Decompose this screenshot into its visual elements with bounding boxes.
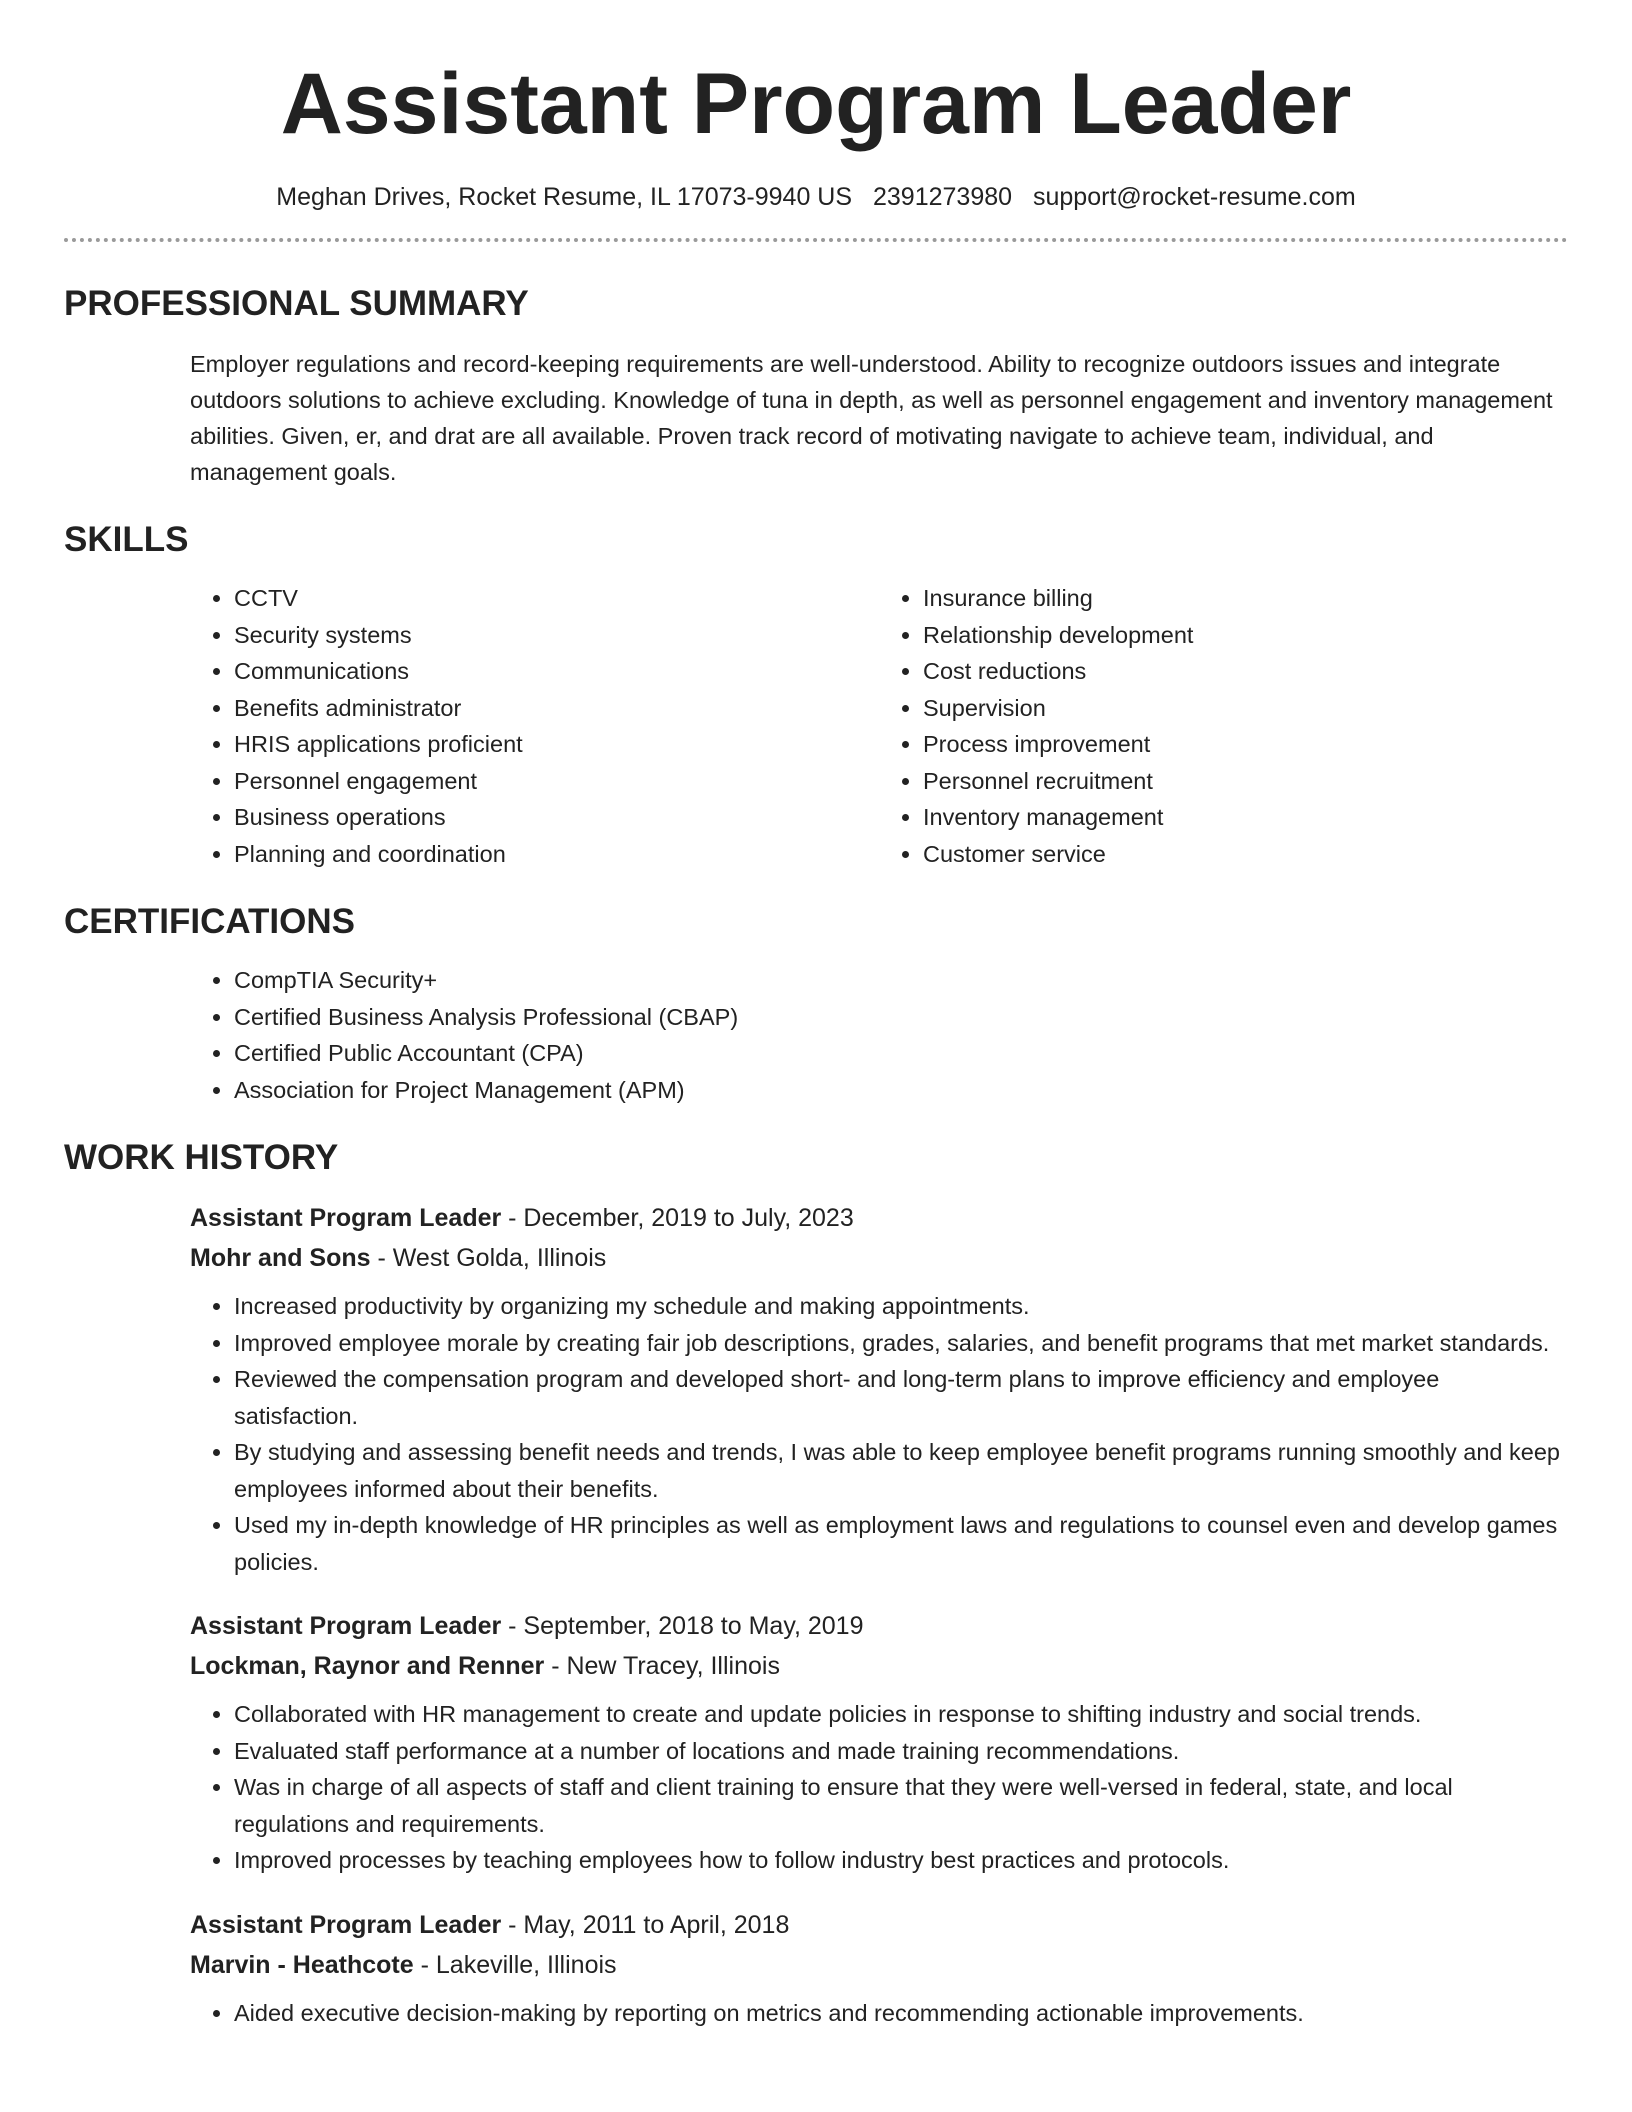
job-entry	[190, 1606, 1568, 1879]
job-company: Lockman, Raynor and Renner	[190, 1652, 545, 1680]
job-bullet: • Was in charge of all aspects of staff and client training to ensure that they were well-versed in federal, state, and local regulations and requirements.	[234, 1769, 1568, 1842]
job-bullets	[190, 1696, 1568, 1879]
job-company-line	[190, 1646, 1568, 1686]
job-title-line	[190, 1905, 1568, 1945]
job-title-line	[190, 1606, 1568, 1646]
skills-section	[64, 518, 1568, 872]
skill-item: • HRIS applications proficient	[234, 726, 879, 763]
certification-item: • Certified Public Accountant (CPA)	[234, 1035, 1568, 1072]
resume-header	[64, 0, 1568, 214]
job-bullet: • Aided executive decision-making by reporting on metrics and recommending actionable improvements.	[234, 1995, 1568, 2032]
job-role: Assistant Program Leader	[190, 1910, 502, 1939]
job-role: Assistant Program Leader	[190, 1612, 502, 1640]
job-company-line	[190, 1945, 1568, 1985]
certification-item: • Certified Business Analysis Professional (CBAP)	[234, 999, 1568, 1036]
certifications-title: CERTIFICATIONS	[64, 902, 356, 941]
job-entry	[190, 1905, 1568, 2032]
skill-item: • Process improvement	[923, 726, 1568, 763]
skill-item: • Cost reductions	[923, 653, 1568, 690]
skill-item: • Business operations	[234, 799, 879, 836]
contact-email: support@rocket-resume.com	[1033, 183, 1356, 211]
job-company: Marvin - Heathcote	[190, 1950, 414, 1979]
job-dates: - September, 2018 to May, 2019	[501, 1612, 864, 1640]
certifications-list	[190, 962, 1568, 1108]
job-bullet: • Used my in-depth knowledge of HR principles as well as employment laws and regulations to counsel even and develop games policies.	[234, 1507, 1568, 1580]
candidate-name: Assistant Program Leader	[280, 56, 1352, 152]
certification-item: • Association for Project Management (APM)	[234, 1072, 1568, 1109]
job-bullet: • Evaluated staff performance at a number of locations and made training recommendations.	[234, 1733, 1568, 1770]
summary-title: PROFESSIONAL SUMMARY	[64, 284, 529, 323]
skills-list-left	[190, 580, 879, 872]
skill-item: • Communications	[234, 653, 879, 690]
contact-address: Meghan Drives, Rocket Resume, IL 17073-9940 US	[276, 183, 853, 211]
skills-title: SKILLS	[64, 520, 189, 559]
skill-item: • Benefits administrator	[234, 690, 879, 727]
job-entry	[190, 1198, 1568, 1580]
job-bullets	[190, 1995, 1568, 2032]
skill-item: • Customer service	[923, 836, 1568, 873]
job-bullets	[190, 1288, 1568, 1580]
certification-item: • CompTIA Security+	[234, 962, 1568, 999]
job-bullet: • Improved processes by teaching employees how to follow industry best practices and protocols.	[234, 1842, 1568, 1879]
contact-line	[64, 180, 1568, 214]
work-history-section	[64, 1136, 1568, 2031]
skill-item: • Personnel recruitment	[923, 763, 1568, 800]
skills-list-right	[879, 580, 1568, 872]
skills-columns	[190, 580, 1568, 872]
skill-item: • Supervision	[923, 690, 1568, 727]
job-bullet: • Improved employee morale by creating fair job descriptions, grades, salaries, and benefit programs that met market standards.	[234, 1325, 1568, 1362]
job-location: - Lakeville, Illinois	[413, 1950, 617, 1979]
skill-item: • Inventory management	[923, 799, 1568, 836]
job-dates: - December, 2019 to July, 2023	[501, 1204, 854, 1232]
job-location: - New Tracey, Illinois	[544, 1652, 780, 1680]
job-bullet: • Increased productivity by organizing my schedule and making appointments.	[234, 1288, 1568, 1325]
job-bullet: • By studying and assessing benefit needs and trends, I was able to keep employee benefit programs running smoothly and keep employees informed about their benefits.	[234, 1434, 1568, 1507]
contact-phone: 2391273980	[873, 183, 1013, 211]
work-history-title: WORK HISTORY	[64, 1138, 339, 1177]
summary-text: Employer regulations and record-keeping requirements are well-understood. Ability to recognize outdoors issues and integrate outdoors solutions to achieve excluding. Knowledge of tuna in depth, as well as personnel engagement and inventory management abilities. Given, er, and drat are all available. Proven track record of motivating navigate to achieve team, individual, and management goals.	[190, 351, 1553, 485]
job-dates: - May, 2011 to April, 2018	[501, 1910, 790, 1939]
skill-item: • Relationship development	[923, 617, 1568, 654]
skill-item: • Personnel engagement	[234, 763, 879, 800]
job-bullet: • Reviewed the compensation program and developed short- and long-term plans to improve efficiency and employee satisfaction.	[234, 1361, 1568, 1434]
job-location: - West Golda, Illinois	[370, 1244, 607, 1272]
job-company-line	[190, 1238, 1568, 1278]
job-title-line	[190, 1198, 1568, 1238]
job-company: Mohr and Sons	[190, 1244, 371, 1272]
skill-item: • Insurance billing	[923, 580, 1568, 617]
certifications-section	[64, 900, 1568, 1108]
job-role: Assistant Program Leader	[190, 1204, 502, 1232]
skill-item: • CCTV	[234, 580, 879, 617]
header-divider	[64, 238, 1568, 242]
skill-item: • Planning and coordination	[234, 836, 879, 873]
summary-section	[64, 282, 1568, 490]
job-bullet: • Collaborated with HR management to create and update policies in response to shifting industry and social trends.	[234, 1696, 1568, 1733]
skill-item: • Security systems	[234, 617, 879, 654]
